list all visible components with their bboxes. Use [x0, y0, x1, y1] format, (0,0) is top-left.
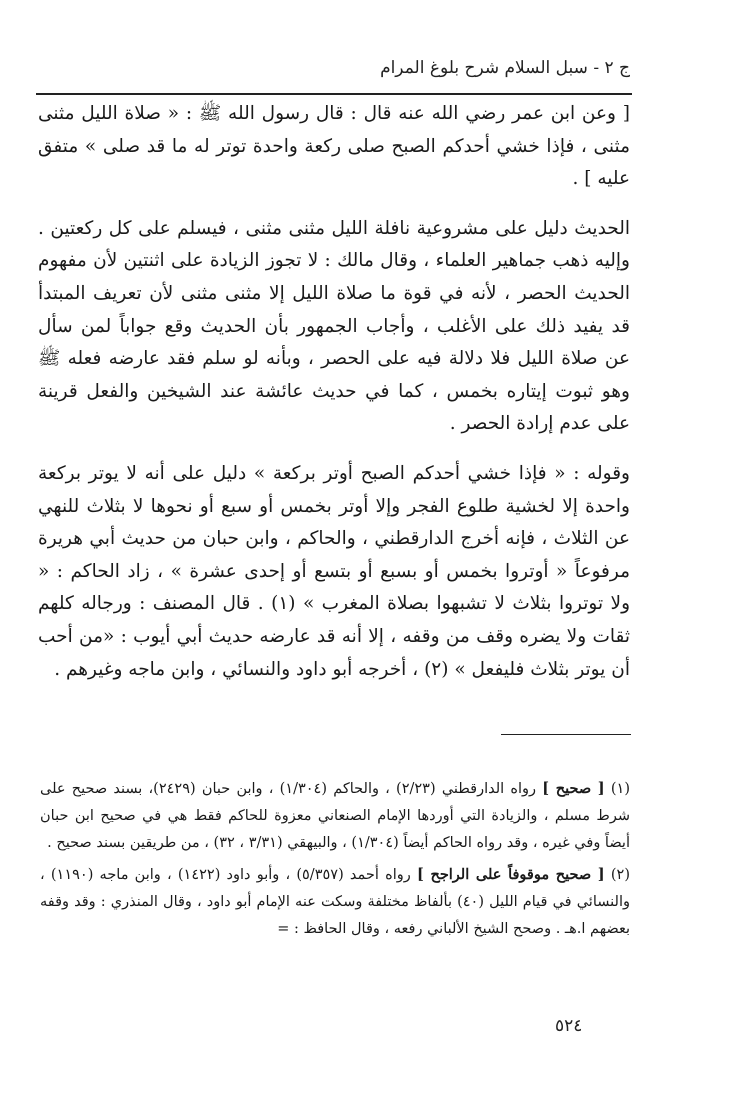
- paragraph-2-part-b: . قال المصنف : ورجاله كلهم ثقات ولا يضره وقف من وقفه ، إلا أنه قد عارضه حديث أبي أيوب : «من أحب أن يوتر بثلاث فليفعل »: [38, 593, 630, 680]
- hadith-body: [ وعن ابن عمر رضي الله عنه قال : قال رسول الله ﷺ : « صلاة الليل مثنى مثنى ، فإذا خشي أحدكم الصبح صلى ركعة واحدة توتر له ما قد صلى »: [38, 103, 630, 157]
- paragraph-commentary-2: [38, 458, 630, 686]
- book-title: سبل السلام شرح بلوغ المرام: [380, 58, 588, 78]
- footnote-grade: [ صحيح موقوفاً على الراجح ]: [416, 866, 605, 884]
- footnote-text: رواه الدارقطني (٢/٢٣) ، والحاكم (١/٣٠٤) ، وابن حبان (٢٤٢٩)، بسند صحيح على شرط مسلم ، والزيادة التي أوردها الإمام الصنعاني معزوة للحاكم فقط هي في صحيح ابن حبان أيضاً وفي غيره ، وقد رواه الحاكم أيضاً (١/٣٠٤) ، والبيهقي (٣/٣١ ، ٣٢) ، من طريقين بسند صحيح .: [40, 781, 630, 851]
- footnote-text: رواه أحمد (٥/٣٥٧) ، وأبو داود (١٤٢٢) ، وابن ماجه (١١٩٠) ، والنسائي في قيام الليل (٤٠) بألفاظ مختلفة وسكت عنه الإمام أبو داود ، وقال المنذري : وقد وقفه بعضهم ا.هـ . وصحح الشيخ الألباني رفعه ، وقال الحافظ : =: [40, 867, 630, 937]
- footnote-grade: [ صحيح ]: [542, 780, 605, 797]
- paragraph-2-part-a: وقوله : « فإذا خشي أحدكم الصبح أوتر بركعة » دليل على أنه لا يوتر بركعة واحدة إلا لخشية طلوع الفجر وإلا أوتر بخمس أو سبع أو نحوها لا بثلاث للنهي عن الثلاث ، فإنه أخرج الدارقطني ، والحاكم ، وابن حبان من حديث أبي هريرة مرفوعاً « أوتروا بخمس أو بسبع أو بتسع أو إحدى عشرة » ، زاد الحاكم : « ولا توتروا بثلاث لا تشبهوا بصلاة المغرب »: [38, 462, 631, 615]
- paragraph-commentary-1: الحديث دليل على مشروعية نافلة الليل مثنى مثنى ، فيسلم على كل ركعتين . وإليه ذهب جماهير العلماء ، وقال مالك : لا تجوز الزيادة على اثنتين لأن مفهوم الحديث الحصر ، لأنه في قوة ما صلاة الليل إلا مثنى مثنى لأن تعريف المبتدأ قد يفيد ذلك على الأغلب ، وأجاب الجمهور بأن الحديث وقع جواباً لمن سأل عن صلاة الليل فلا دلالة فيه على الحصر ، وبأنه لو سلم فقد عارضه فعله ﷺ وهو ثبوت إيتاره بخمس ، كما في حديث عائشة عند الشيخين والفعل قرينة على عدم إرادة الحصر .: [38, 217, 630, 435]
- hadith-text: [38, 98, 630, 196]
- volume-label: ج ٢ -: [593, 58, 630, 78]
- footnote-number: (١): [610, 781, 630, 797]
- paragraph-2-part-c: ، أخرجه أبو داود والنسائي ، وابن ماجه وغيرهم .: [54, 658, 419, 680]
- main-text: [38, 98, 630, 703]
- footnote-separator: [501, 734, 631, 735]
- hadith-source: متفق عليه ] .: [38, 135, 630, 190]
- footnote-number: (٢): [610, 867, 630, 884]
- footnote-1: [40, 776, 630, 856]
- footnote-ref-1[interactable]: (١): [271, 593, 296, 615]
- page-number: ٥٢٤: [555, 1016, 583, 1036]
- footnote-ref-2[interactable]: (٢): [424, 658, 449, 680]
- footnote-2: [40, 862, 630, 942]
- running-header: [40, 58, 630, 78]
- footnotes: [40, 776, 630, 949]
- header-rule: [36, 93, 632, 95]
